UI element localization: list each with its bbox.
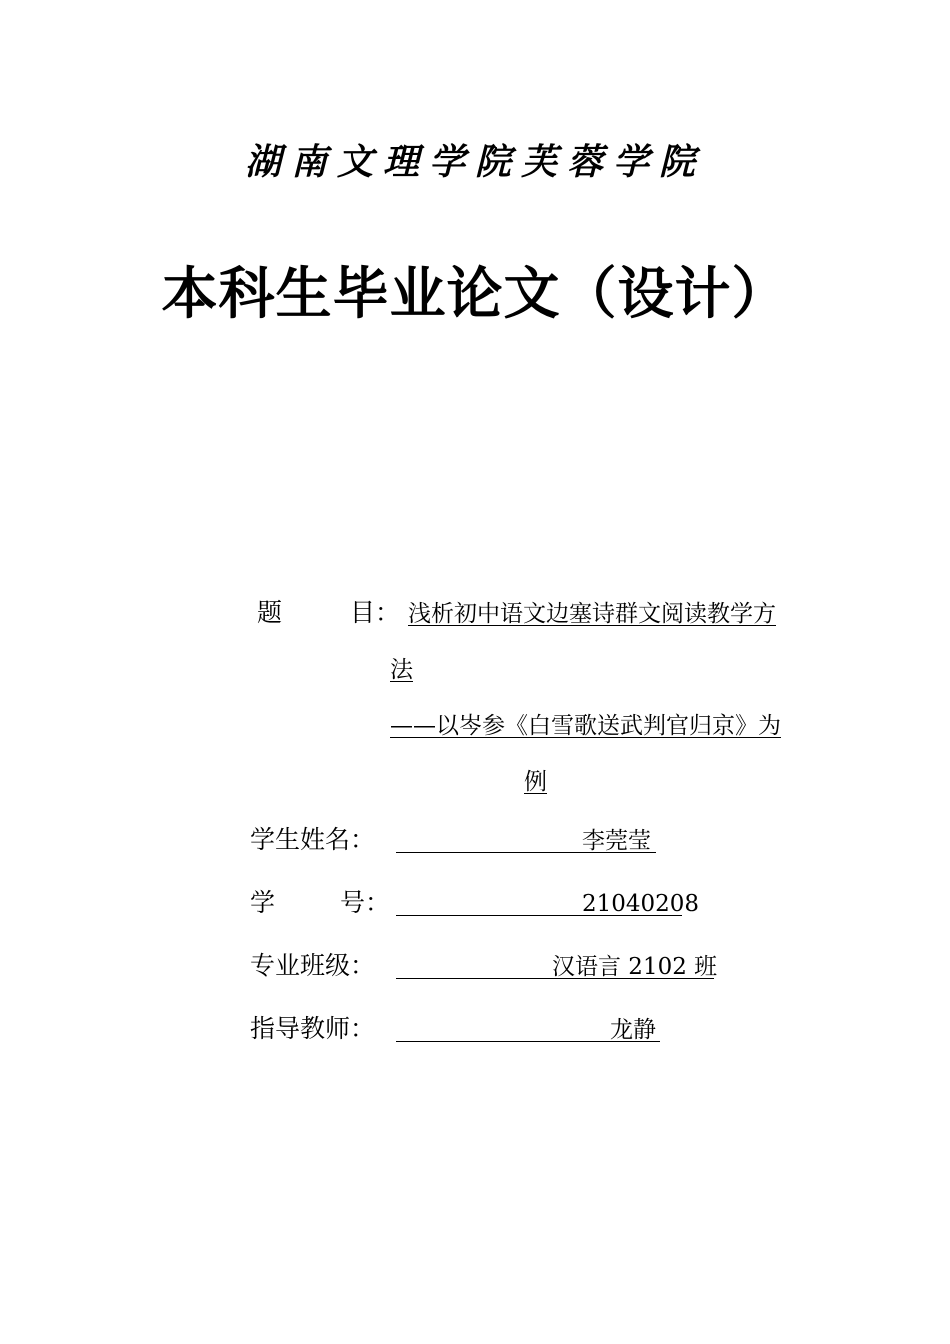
student-id-label-rest: 号： — [340, 888, 391, 917]
title-label-rest: 目： — [350, 598, 401, 627]
advisor-value: 龙静 — [610, 1017, 656, 1043]
thesis-subtitle-line-1: ——以岑参《白雪歌送武判官归京》为 — [390, 713, 781, 739]
advisor-label: 指导教师： — [250, 1014, 376, 1043]
student-id-label-first-char: 学 — [250, 888, 276, 917]
student-name-value: 李莞莹 — [582, 828, 651, 854]
thesis-title-line-2: 法 — [390, 657, 413, 683]
major-class-label: 专业班级： — [250, 951, 376, 980]
major-class-value: 汉语言 2102 班 — [552, 954, 718, 980]
thesis-title-line-1: 浅析初中语文边塞诗群文阅读教学方 — [408, 601, 776, 627]
document-title: 本科生毕业论文（设计） — [161, 262, 789, 327]
student-id-value: 21040208 — [582, 891, 700, 917]
student-name-label: 学生姓名： — [250, 825, 376, 854]
thesis-subtitle-line-2: 例 — [524, 769, 547, 795]
school-name: 湖南文理学院芙蓉学院 — [244, 141, 705, 183]
title-label-first-char: 题 — [257, 598, 283, 627]
